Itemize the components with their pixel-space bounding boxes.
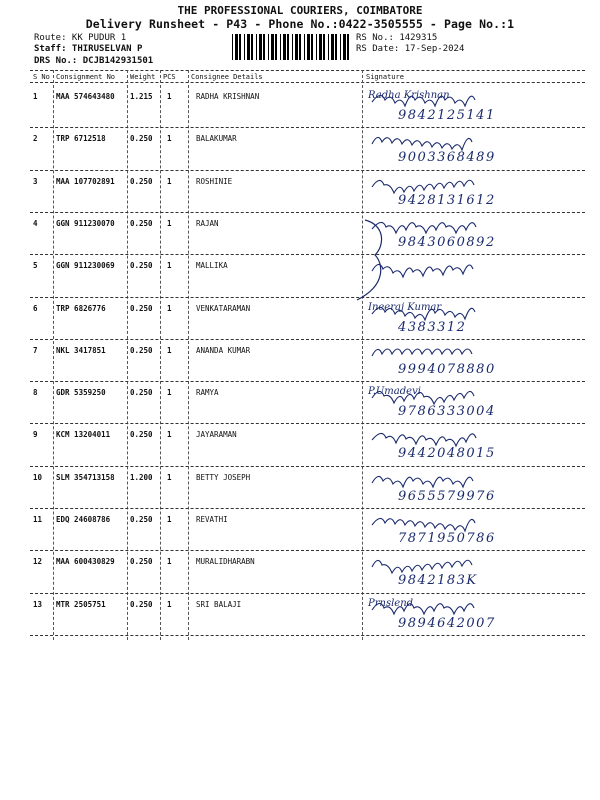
signature-phone: 9994078880 (398, 361, 496, 377)
sno-cell: 7 (33, 345, 38, 355)
signature-phone: 9894642007 (398, 615, 496, 631)
weight-cell: 0.250 (130, 557, 153, 567)
weight-cell: 0.250 (130, 430, 153, 440)
pcs-cell: 1 (167, 303, 172, 313)
weight-cell: 0.250 (130, 134, 153, 144)
barcode-image (232, 34, 350, 60)
consignment-cell: KCM 13204011 (56, 430, 111, 440)
pcs-cell: 1 (167, 515, 172, 524)
staff-label: Staff: THIRUSELVAN P (34, 44, 143, 54)
signature-name: Radha Krishnan (368, 90, 450, 101)
sno-cell: 1 (33, 92, 38, 101)
weight-cell: 0.250 (130, 303, 153, 313)
pcs-cell: 1 (167, 134, 172, 144)
signature-cell (362, 594, 600, 644)
weight-cell: 0.250 (130, 261, 153, 271)
signature-name: P.Umadevi (368, 386, 421, 398)
consignee-cell: ROSHINIE (196, 176, 233, 186)
consignee-cell: JAYARAMAN (196, 430, 237, 440)
consignee-cell: REVATHI (196, 515, 228, 524)
route-label: Route: KK PUDUR 1 (34, 33, 127, 43)
pcs-cell: 1 (167, 388, 172, 398)
consignment-cell: SLM 354713158 (56, 472, 115, 482)
weight-cell: 0.250 (130, 599, 153, 609)
pcs-cell: 1 (167, 557, 172, 567)
signature-phone: 9442048015 (398, 446, 496, 462)
pcs-cell: 1 (167, 345, 172, 355)
pcs-cell: 1 (167, 599, 172, 609)
signature-phone: 9843060892 (398, 234, 496, 250)
signature-phone: 9655579976 (398, 488, 496, 504)
pcs-cell: 1 (167, 261, 172, 271)
signature-phone: 4383312 (398, 319, 467, 335)
consignment-cell: MAA 107702891 (56, 176, 115, 186)
sno-cell: 12 (33, 557, 43, 567)
consignment-cell: GDR 5359250 (56, 388, 106, 398)
pcs-cell: 1 (167, 430, 172, 440)
signature-phone: 9842125141 (398, 108, 496, 123)
weight-cell: 0.250 (130, 345, 153, 355)
signature-phone: 9003368489 (398, 150, 496, 166)
company-title: THE PROFESSIONAL COURIERS, COIMBATORE (177, 4, 423, 17)
sno-cell: 4 (33, 218, 38, 228)
table-top-rule (30, 70, 585, 71)
consignment-cell: MAA 574643480 (56, 92, 115, 101)
sno-cell: 3 (33, 176, 38, 186)
consignment-cell: TRP 6712518 (56, 134, 106, 144)
weight-cell: 1.200 (130, 472, 153, 482)
consignee-cell: RAMYA (196, 388, 219, 398)
consignment-cell: TRP 6826776 (56, 303, 106, 313)
consignment-cell: MAA 600430829 (56, 557, 115, 567)
drs-number: DRS No.: DCJB142931501 (34, 56, 154, 66)
col-header-weight: Weight (130, 73, 156, 81)
consignee-cell: BALAKUMAR (196, 134, 237, 144)
sno-cell: 11 (33, 515, 43, 524)
weight-cell: 0.250 (130, 218, 153, 228)
col-header-sno: S No (33, 73, 50, 81)
runsheet-subtitle: Delivery Runsheet - P43 - Phone No.:0422-3505555 - Page No.:1 (85, 17, 515, 31)
pcs-cell: 1 (167, 218, 172, 228)
sno-cell: 2 (33, 134, 38, 144)
consignee-cell: MURALIDHARABN (196, 557, 255, 567)
bracket-mark (345, 215, 395, 305)
pcs-cell: 1 (167, 472, 172, 482)
consignee-cell: RADHA KRISHNAN (196, 92, 260, 101)
col-header-consignee: Consignee Details (191, 73, 263, 81)
pcs-cell: 1 (167, 92, 172, 101)
consignment-cell: NKL 3417851 (56, 345, 106, 355)
sno-cell: 13 (33, 599, 43, 609)
col-header-pcs: PCS (163, 73, 176, 81)
col-header-signature: Signature (366, 73, 404, 81)
signature-name: Prnslend (368, 597, 414, 609)
rs-number: RS No.: 1429315 (356, 33, 438, 43)
weight-cell: 0.250 (130, 515, 153, 524)
sno-cell: 5 (33, 261, 38, 271)
consignee-cell: ANANDA KUMAR (196, 345, 251, 355)
sno-cell: 8 (33, 388, 38, 398)
consignment-cell: GGN 911230069 (56, 261, 115, 271)
weight-cell: 0.250 (130, 388, 153, 398)
col-header-consignment: Consignment No (56, 73, 116, 81)
consignee-cell: SRI BALAJI (196, 599, 242, 609)
consignment-cell: MTR 2505751 (56, 599, 106, 609)
rs-date: RS Date: 17-Sep-2024 (356, 44, 465, 54)
signature-phone: 7871950786 (398, 531, 496, 546)
row-divider (30, 635, 585, 636)
signature-phone: 9842183K (398, 573, 478, 589)
consignee-cell: BETTY JOSEPH (196, 472, 251, 482)
sno-cell: 9 (33, 430, 38, 440)
signature-phone: 9786333004 (398, 404, 496, 420)
consignee-cell: RAJAN (196, 218, 219, 228)
weight-cell: 0.250 (130, 176, 153, 186)
weight-cell: 1.215 (130, 92, 153, 101)
sno-cell: 10 (33, 472, 43, 482)
signature-phone: 9428131612 (398, 192, 496, 208)
consignee-cell: VENKATARAMAN (196, 303, 251, 313)
consignee-cell: MALLIKA (196, 261, 228, 271)
signature-name: Ineeraj Kumar (368, 301, 442, 313)
consignment-cell: EDQ 24608786 (56, 515, 111, 524)
table-header-rule (30, 82, 585, 83)
sno-cell: 6 (33, 303, 38, 313)
consignment-cell: GGN 911230070 (56, 218, 115, 228)
pcs-cell: 1 (167, 176, 172, 186)
